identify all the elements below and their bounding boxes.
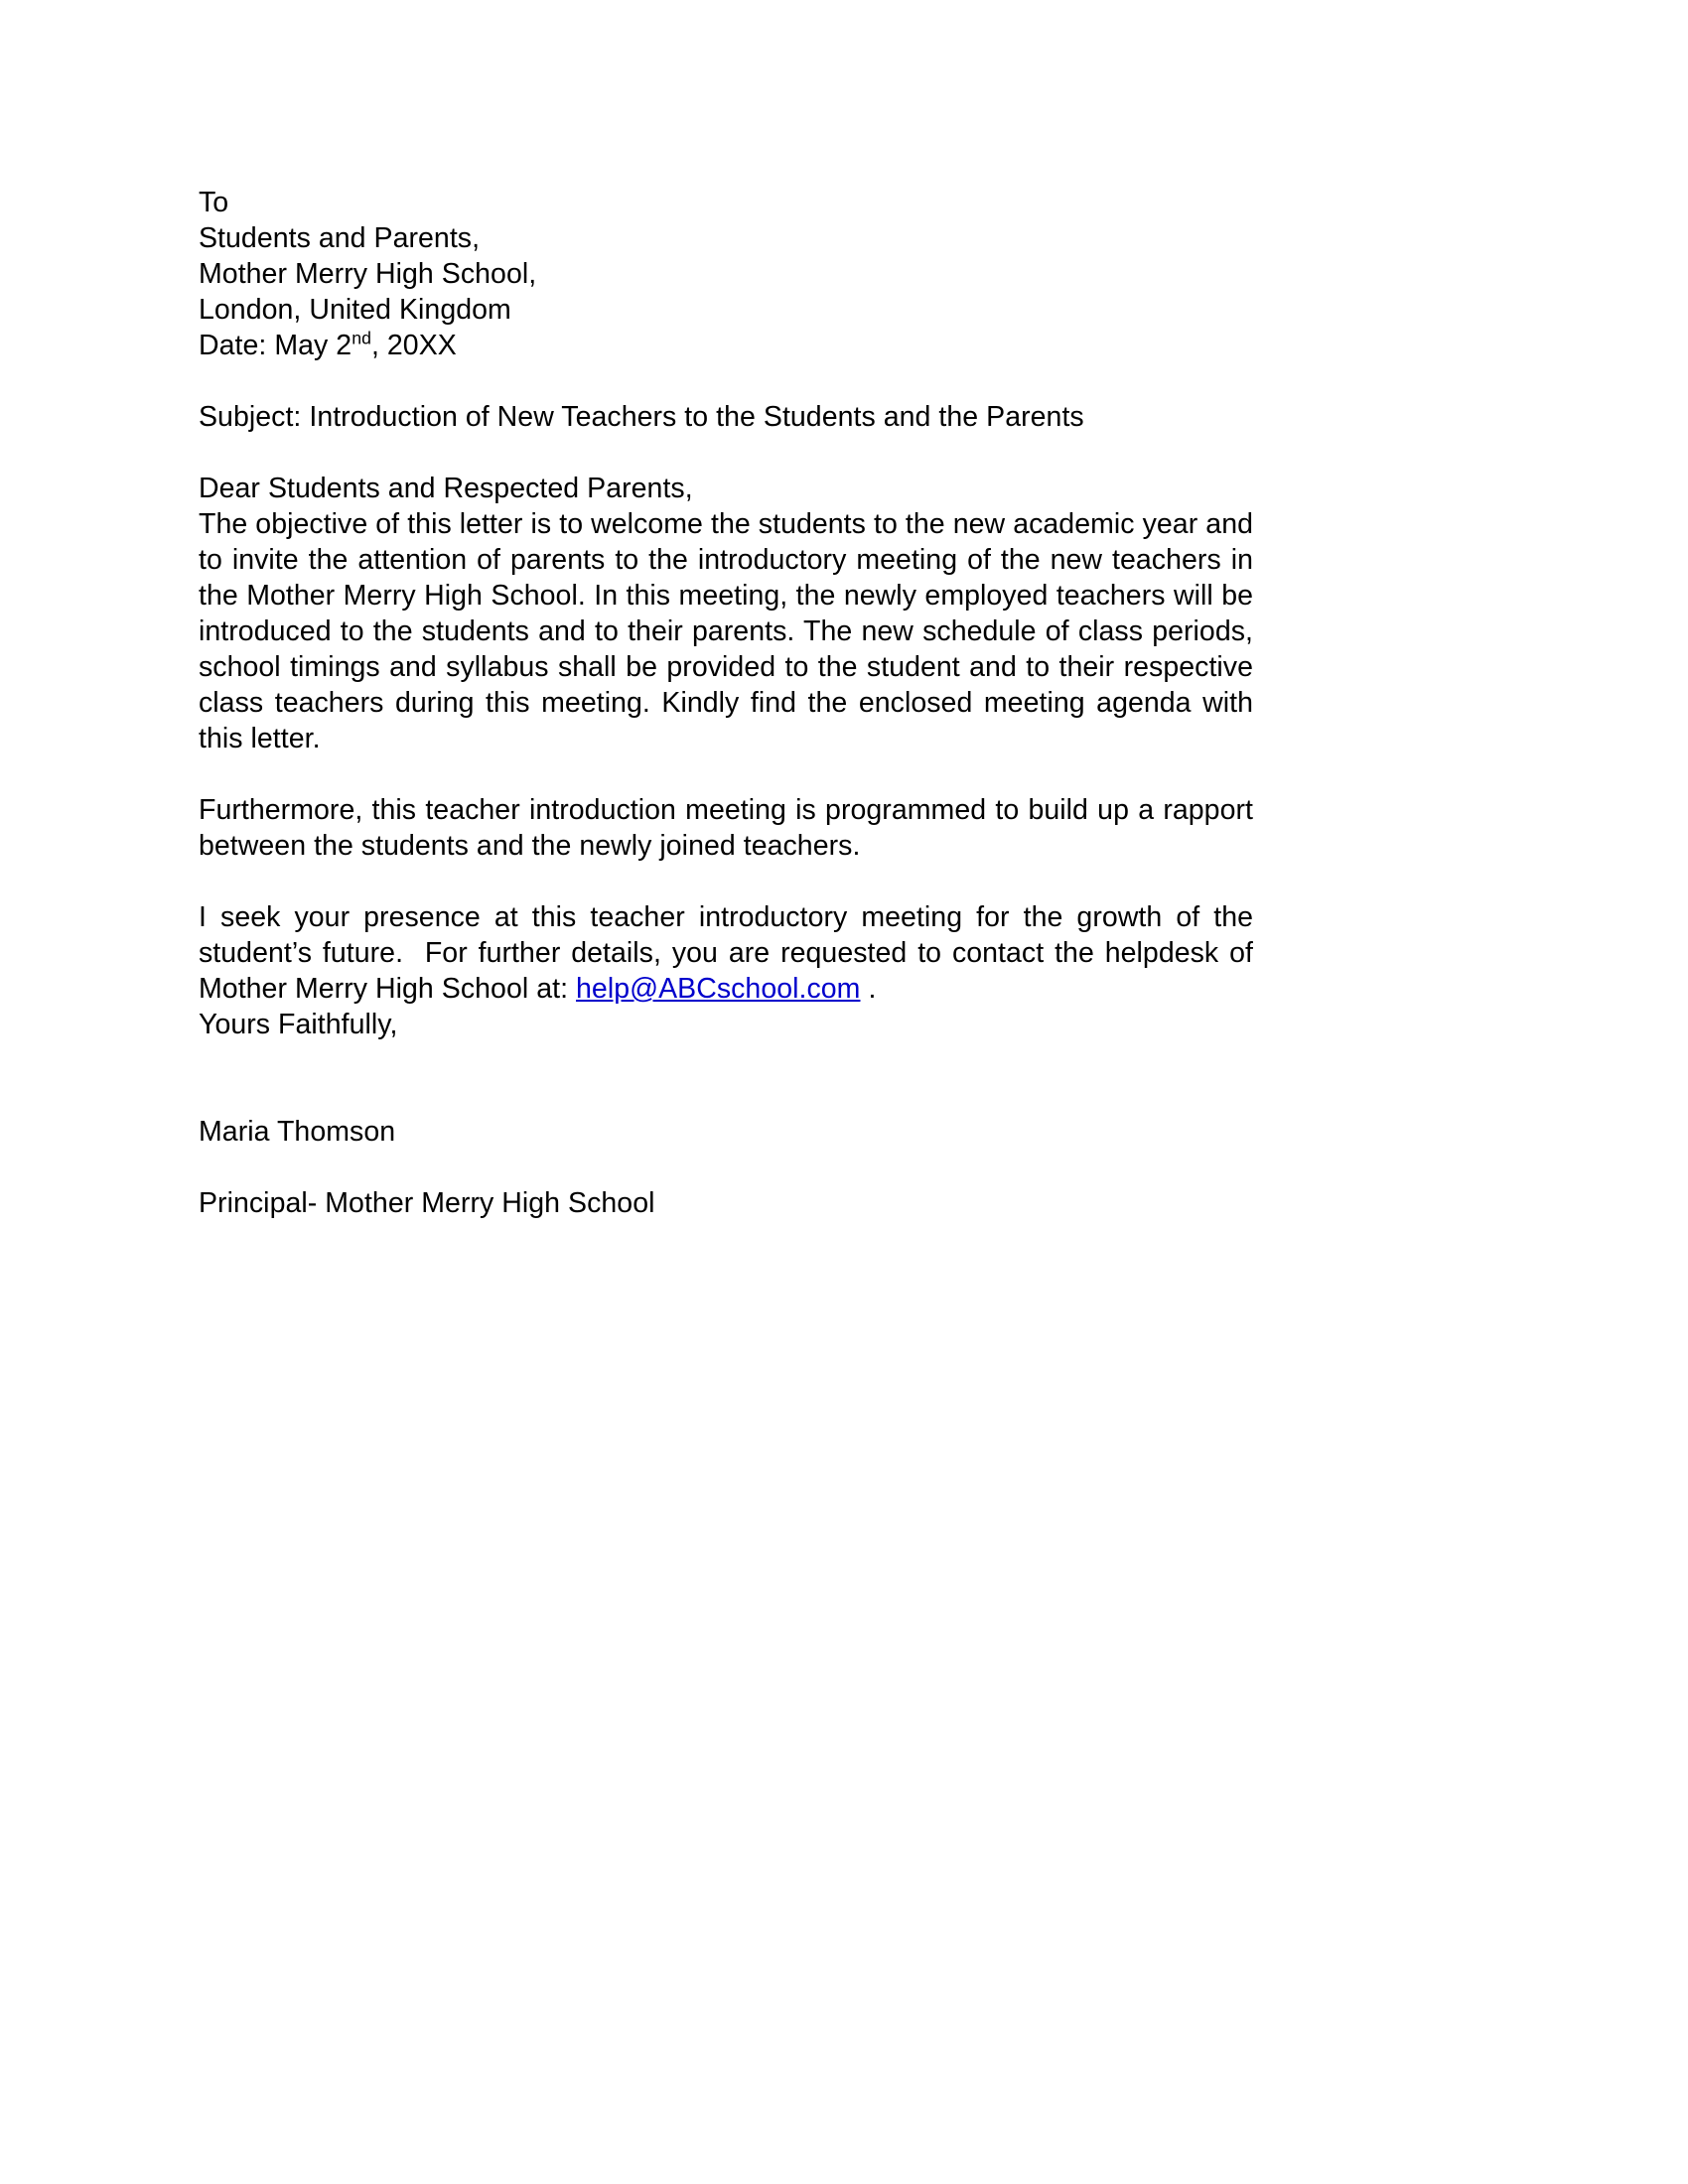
recipient-location: London, United Kingdom — [199, 294, 511, 326]
spacer-after-paragraph-1 — [199, 756, 1253, 792]
recipient-address-block — [199, 185, 1253, 363]
spacer-after-subject — [199, 435, 1253, 471]
signatory-title: Principal- Mother Merry High School — [199, 1187, 655, 1219]
letter-date-prefix: Date: May 2 — [199, 330, 352, 361]
salutation: Dear Students and Respected Parents, — [199, 473, 693, 504]
body-paragraph-2: Furthermore, this teacher introduction meeting is programmed to build up a rapport between the students and the newly joined teachers. — [199, 794, 1261, 862]
spacer-after-address — [199, 363, 1253, 399]
helpdesk-email-link[interactable]: help@ABCschool.com — [576, 973, 861, 1005]
body-paragraph-3-text-before-link: I seek your presence at this teacher introductory meeting for the growth of the student’s future. For further details, you are requested to contact the helpdesk of Mother Merry High School at: — [199, 901, 1261, 1005]
spacer-after-signatory-name — [199, 1150, 1253, 1185]
valediction: Yours Faithfully, — [199, 1009, 398, 1040]
recipient-audience: Students and Parents, — [199, 222, 481, 254]
letter-date-suffix: , 20XX — [370, 330, 457, 361]
spacer-signature-2 — [199, 1078, 1253, 1114]
letter-content — [199, 185, 1261, 1221]
subject-line: Subject: Introduction of New Teachers to the Students and the Parents — [199, 401, 1084, 433]
body-paragraph-1: The objective of this letter is to welcome the students to the new academic year and to invite the attention of parents to the introductory meeting of the new teachers in the Mother Merry High School. In this meeting, the newly employed teachers will be introduced to the students and to their parents. The new schedule of class periods, school timings and syllabus shall be provided to the student and to their respective class teachers during this meeting. Kindly find the enclosed meeting agenda with this letter. — [199, 508, 1261, 754]
body-paragraph-3-text-after-link: . — [860, 973, 877, 1005]
signatory-name: Maria Thomson — [199, 1116, 396, 1148]
to-label: To — [199, 187, 229, 218]
spacer-signature-1 — [199, 1042, 1253, 1078]
letter-date — [199, 328, 1253, 363]
body-paragraph-3 — [199, 899, 1261, 1007]
recipient-organization: Mother Merry High School, — [199, 258, 537, 290]
spacer-after-paragraph-2 — [199, 864, 1253, 899]
letter-date-ordinal-suffix: nd — [352, 328, 371, 348]
